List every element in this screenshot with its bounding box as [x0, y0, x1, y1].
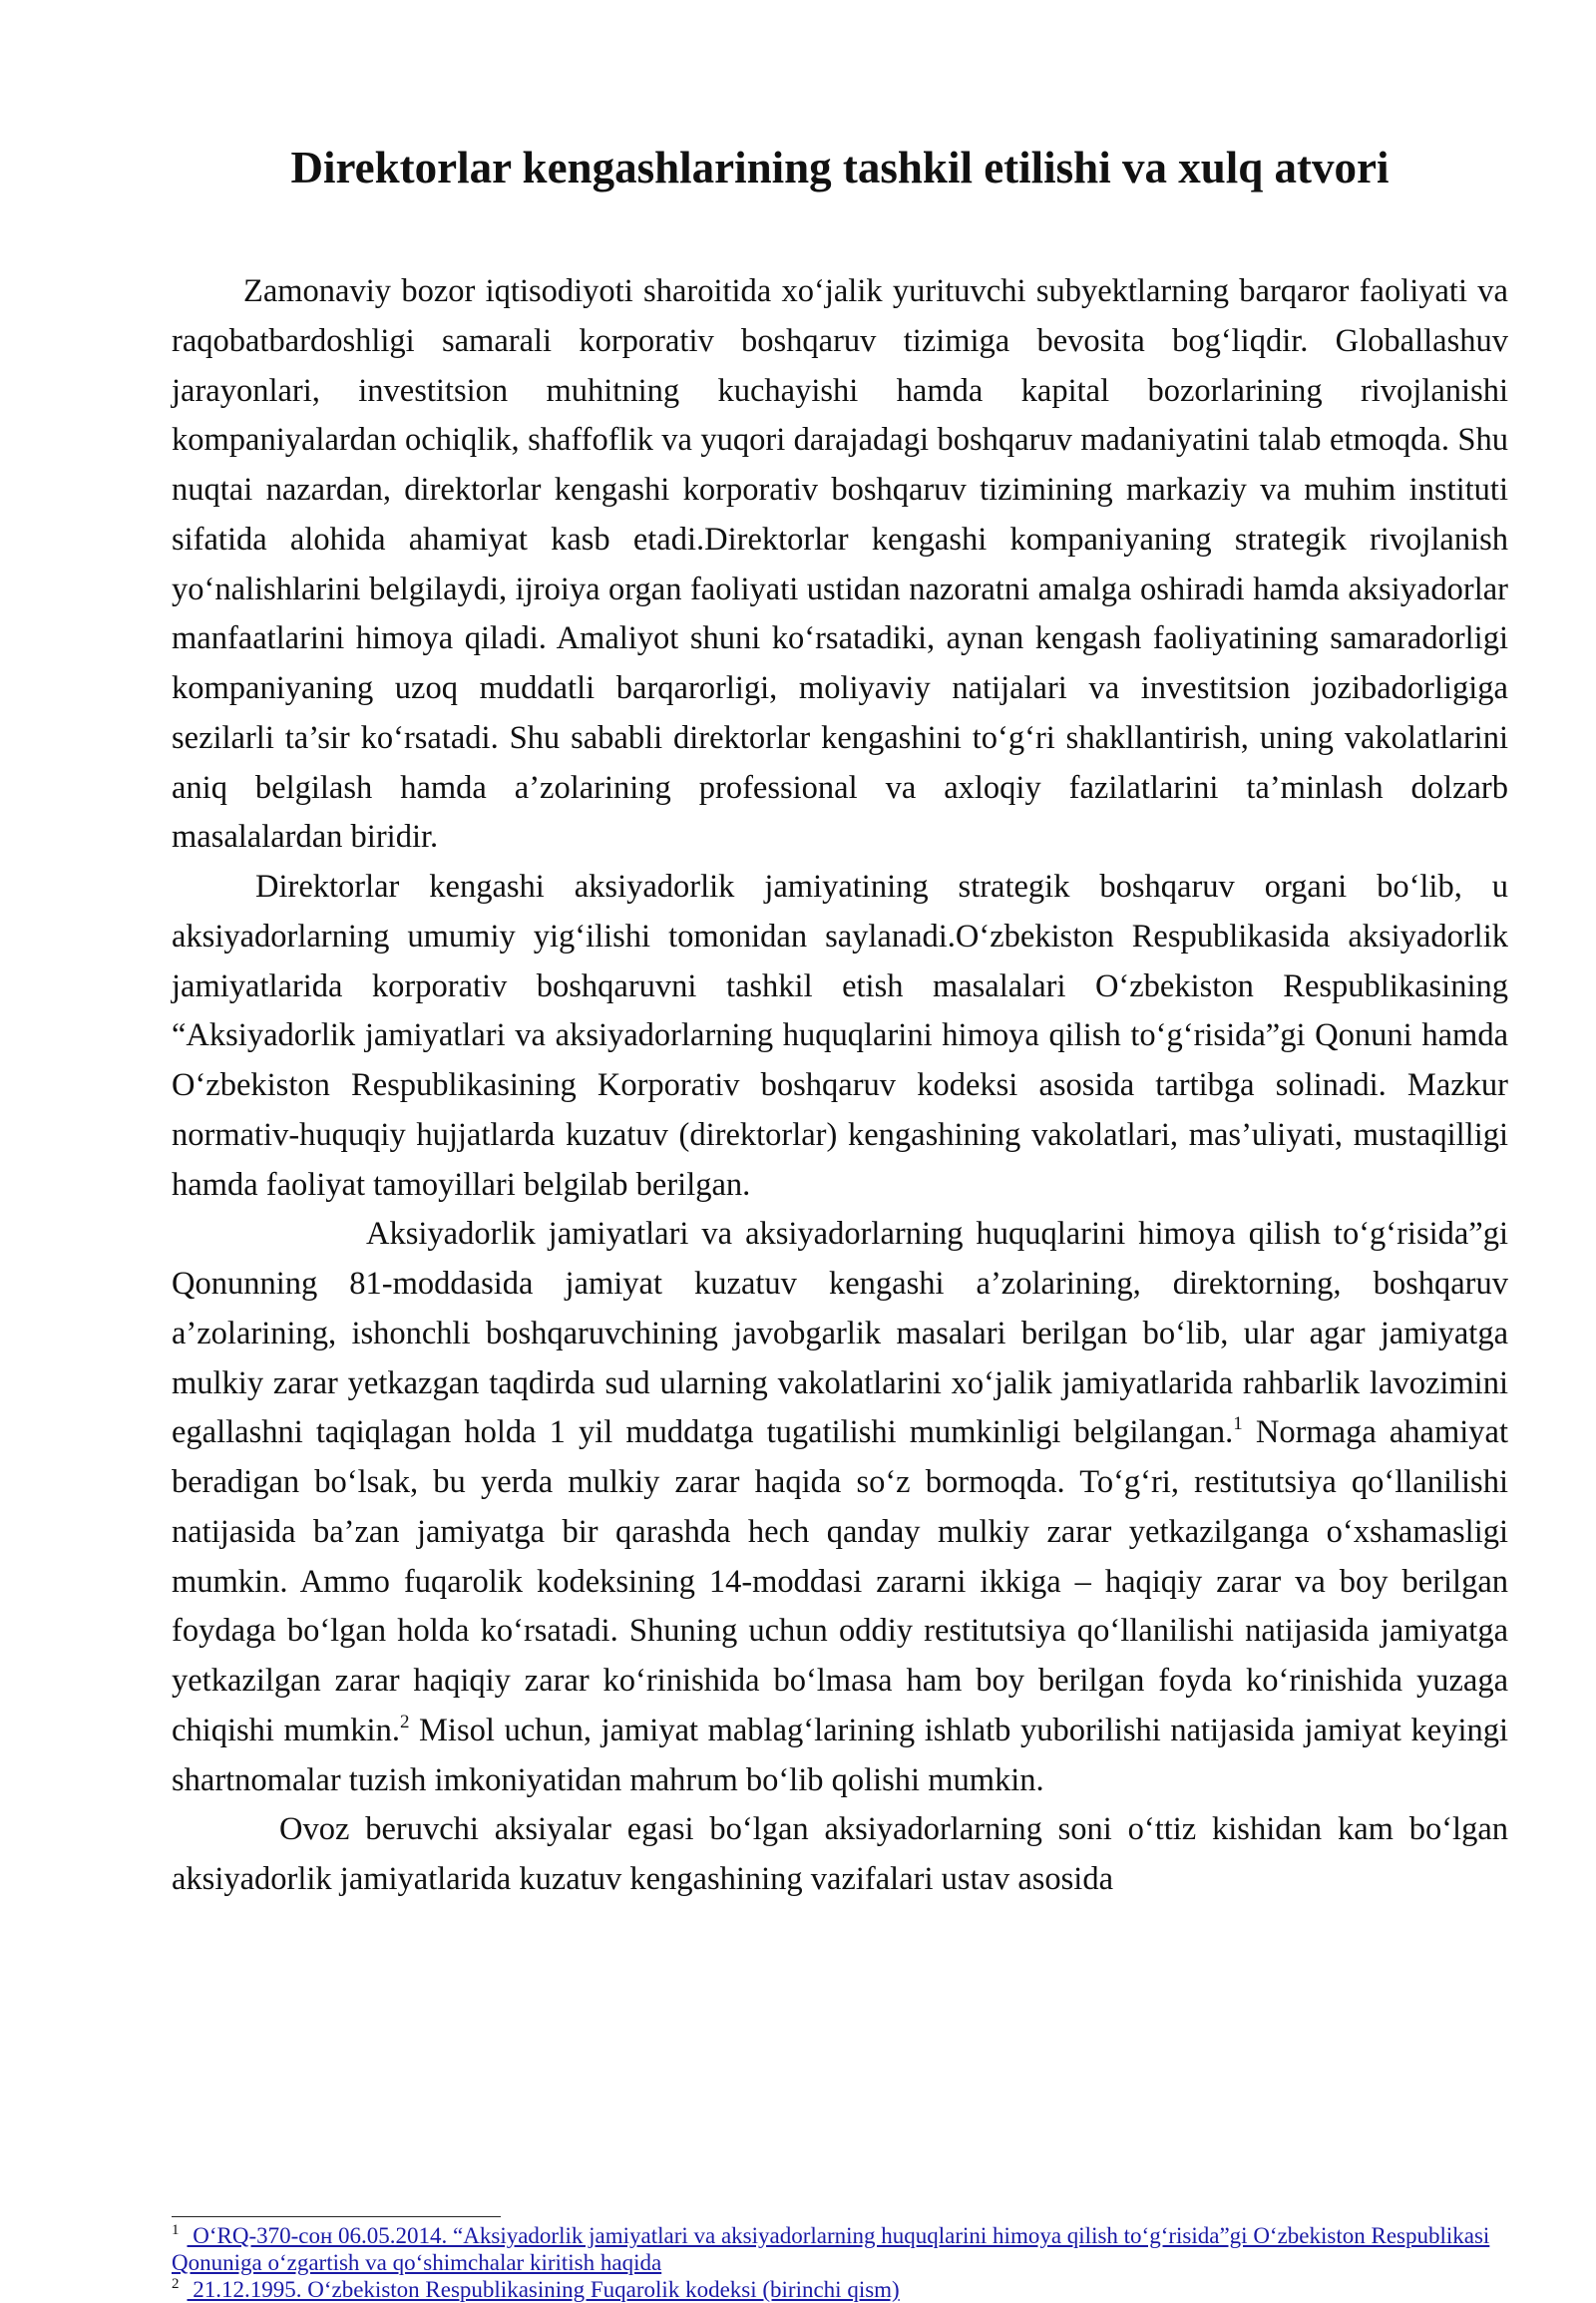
footnote-reference-2[interactable]: 2 [399, 1711, 410, 1732]
paragraph-3 [172, 1210, 1508, 1805]
footnote-link[interactable]: 21.12.1995. O‘zbekiston Respublikasining Fuqarolik kodeksi (birinchi qism) [187, 2277, 900, 2302]
footnote-separator [172, 2216, 501, 2217]
paragraph-3-text-part-1: Aksiyadorlik jamiyatlari va aksiyadorlarning huquqlarini himoya qilish to‘g‘risida”gi Qonunning 81-moddasida jamiyat kuzatuv kengashi a’zolarining, direktorning, boshqaruv a’zolarining, ishonchli boshqaruvchining javobgarlik masalari berilgan bo‘lib, ular agar jamiyatga mulkiy zarar yetkazgan taqdirda sud ularning vakolatlarini xo‘jalik jamiyatlarida rahbarlik lavozimini egallashni taqiqlagan holda 1 yil muddatga tugatilishi mumkinligi belgilangan. [172, 1216, 1508, 1451]
document-title: Direktorlar kengashlarining tashkil etilishi va xulq atvori [290, 143, 1390, 192]
footnotes [172, 2222, 1508, 2303]
document-body [172, 267, 1508, 1905]
footnote-reference-1[interactable]: 1 [1233, 1413, 1243, 1435]
paragraph-3-text-part-2: Normaga ahamiyat beradigan bo‘lsak, bu yerda mulkiy zarar haqida so‘z bormoqda. To‘g‘ri, restitutsiya qo‘llanilishi natijasida ba’zan jamiyatga bir qarashda hech qanday mulkiy zarar yetkazilganga o‘xshamasligi mumkin. Ammo fuqarolik kodeksining 14-moddasi zararni ikkiga – haqiqiy zarar va boy berilgan foydaga bo‘lgan holda ko‘rsatadi. Shuning uchun oddiy restitutsiya qo‘llanilishi natijasida jamiyatga yetkazilgan zarar haqiqiy zarar ko‘rinishida bo‘lmasa ham boy berilgan foyda ko‘rinishida yuzaga chiqishi mumkin. [172, 1414, 1508, 1748]
footnote-2 [172, 2276, 1508, 2303]
paragraph-4: Ovoz beruvchi aksiyalar egasi bo‘lgan aksiyadorlarning soni o‘ttiz kishidan kam bo‘lgan aksiyadorlik jamiyatlarida kuzatuv kengashining vazifalari ustav asosida [172, 1811, 1508, 1897]
paragraph-1: Zamonaviy bozor iqtisodiyoti sharoitida xo‘jalik yurituvchi subyektlarning barqaror faoliyati va raqobatbardoshligi samarali korporativ boshqaruv tizimiga bevosita bog‘liqdir. Globallashuv jarayonlari, investitsion muhitning kuchayishi hamda kapital bozorlarining rivojlanishi kompaniyalardan ochiqlik, shaffoflik va yuqori darajadagi boshqaruv madaniyatini talab etmoqda. Shu nuqtai nazardan, direktorlar kengashi korporativ boshqaruv tizimining markaziy va muhim instituti sifatida alohida ahamiyat kasb etadi.Direktorlar kengashi kompaniyaning strategik rivojlanish yo‘nalishlarini belgilaydi, ijroiya organ faoliyati ustidan nazoratni amalga oshiradi hamda aksiyadorlar manfaatlarini himoya qiladi. Amaliyot shuni ko‘rsatadiki, aynan kengash faoliyatining samaradorligi kompaniyaning uzoq muddatli barqarorligi, moliyaviy natijalari va investitsion jozibadorligiga sezilarli ta’sir ko‘rsatadi. Shu sababli direktorlar kengashini to‘g‘ri shakllantirish, uning vakolatlarini aniq belgilash hamda a’zolarining professional va axloqiy fazilatlarini ta’minlash dolzarb masalalardan biridir. [172, 273, 1508, 856]
paragraph-2: Direktorlar kengashi aksiyadorlik jamiyatining strategik boshqaruv organi bo‘lib, u aksiyadorlarning umumiy yig‘ilishi tomonidan saylanadi.O‘zbekiston Respublikasida aksiyadorlik jamiyatlarida korporativ boshqaruvni tashkil etish masalalari O‘zbekiston Respublikasining “Aksiyadorlik jamiyatlari va aksiyadorlarning huquqlarini himoya qilish to‘g‘risida”gi Qonuni hamda O‘zbekiston Respublikasining Korporativ boshqaruv kodeksi asosida tartibga solinadi. Mazkur normativ-huquqiy hujjatlarda kuzatuv (direktorlar) kengashining vakolatlari, mas’uliyati, mustaqilligi hamda faoliyat tamoyillari belgilab berilgan. [172, 869, 1508, 1203]
paragraph-3-text-part-3: Misol uchun, jamiyat mablag‘larining ishlatb yuborilishi natijasida jamiyat keyingi shartnomalar tuzish imkoniyatidan mahrum bo‘lib qolishi mumkin. [172, 1712, 1509, 1798]
footnote-number: 2 [172, 2276, 180, 2292]
footnote-link[interactable]: O‘RQ-370-сон 06.05.2014. “Aksiyadorlik jamiyatlari va aksiyadorlarning huquqlarini himoya qilish to‘g‘risida”gi O‘zbekiston Respublikasi Qonuniga o‘zgartish va qo‘shimchalar kiritish haqida [172, 2223, 1490, 2275]
footnote-number: 1 [172, 2222, 180, 2238]
footnote-1 [172, 2222, 1508, 2276]
